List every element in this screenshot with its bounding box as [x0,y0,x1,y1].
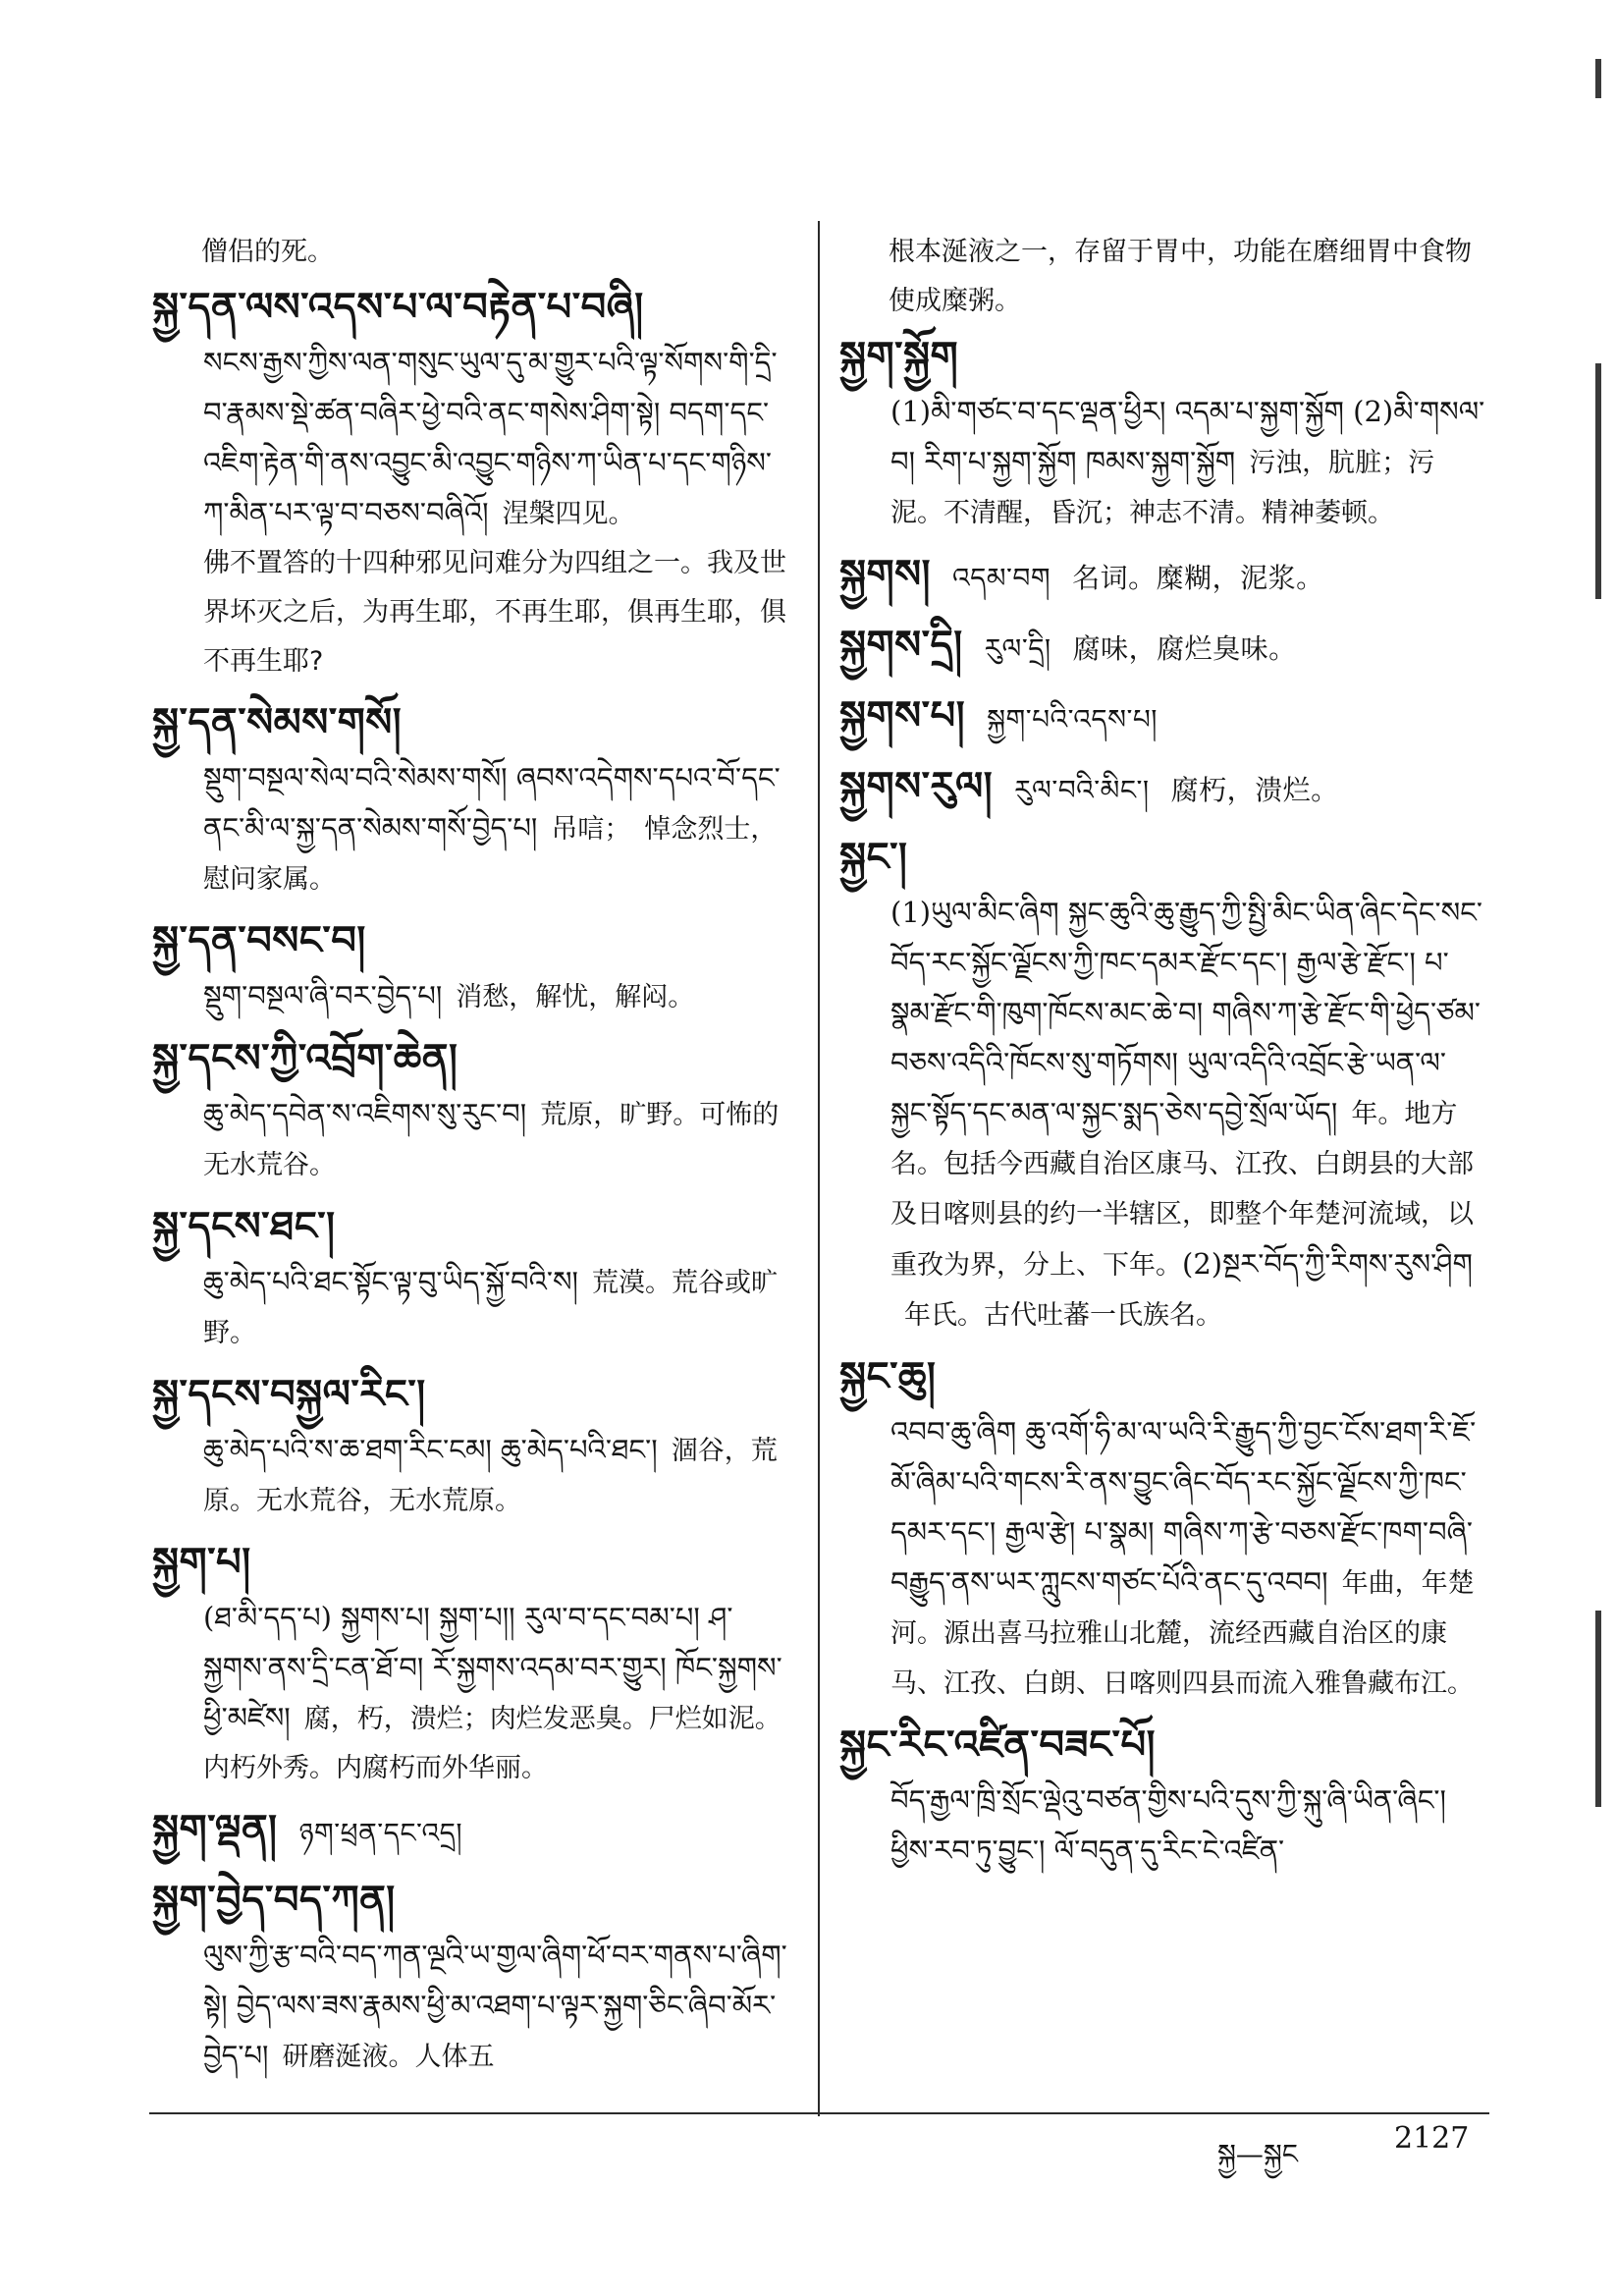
dictionary-entry [152,1799,792,1864]
chinese-gloss: 污浊，肮脏；污泥。不清醒，昏沉；神志不清。精神萎顿。 [890,448,1435,528]
headword: སྐྱགས་པ། [839,692,966,738]
right-column [839,228,1487,1882]
tibetan-definition: སྡུག་བསྔལ་སེལ་བའི་སེམས་གསོ། ཞབས་འདེགས་དཔའ་བོ་དང་ནང་མི་ལ་སྐྱ་དན་སེམས་གསོ་བྱེད་པ། [203,761,781,845]
running-head: སྐྱ—སྐྱང [1217,2138,1298,2170]
dictionary-entry [152,1196,792,1358]
chinese-gloss: 名词。糜糊，泥浆。 [1072,562,1324,594]
chinese-gloss: 腐，朽，溃烂；肉烂发恶臭。尸烂如泥。 [303,1704,781,1734]
headword-line [839,544,1487,609]
tibetan-definition: (1)མི་གཙང་བ་དང་ལྡན་ཕྱིར། འདམ་པ་སྐྱག་སྐྱོག (2)མི་གསལ་བ། རིག་པ་སྐྱག་སྐྱོག ཁམས་སྐྱག་སྐྱོག [890,395,1485,478]
entry-body [152,971,792,1022]
tibetan-definition: ཆུ་མེད་པའི་ས་ཆ་ཐག་རིང་ངམ། ཆུ་མེད་པའི་ཐང་། [203,1433,658,1466]
dictionary-entry [152,1532,792,1793]
chinese-gloss: 荒原，旷野。可怖的无水荒谷。 [203,1100,780,1180]
chinese-gloss: 消愁，解忧，解闷。 [456,982,695,1012]
dictionary-entry [152,692,792,904]
chinese-gloss-2: 年氏。古代吐蕃一氏族名。 [904,1300,1222,1331]
headword: སྐྱ་དན་བསང་བ། [152,917,366,963]
headword: སྐྱ་དན་སེམས་གསོ། [152,699,403,745]
tibetan-definition: ཆུ་མེད་དབེན་ས་འཇིགས་སུ་རུང་བ། [203,1097,527,1130]
column-divider [818,221,820,2116]
headword: སྐྱ་དངས་ཀྱི་འབྲོག་ཆེན། [152,1035,458,1081]
headword: སྐྱང་རིང་འཛིན་བཟང་པོ། [839,1722,1156,1768]
headword: སྐྱགས། [839,551,932,597]
tibetan-definition: སྡུག་བསྔལ་ཞི་བར་བྱེད་པ། [203,979,443,1012]
dictionary-entry [839,1346,1487,1709]
headword-line [839,685,1487,750]
tibetan-definition: (1)ཡུལ་མིང་ཞིག སྐྱང་ཆུའི་ཆུ་རྒྱུད་ཀྱི་སྤྱི་མིང་ཡིན་ཞིང་དེང་སང་བོད་རང་སྐྱོང་ལྗོངས་ཀྱི་ཁང་དམར་རྫོང་དང་། རྒྱལ་རྩེ་རྫོང་། པ་སྣམ་རྫོང་གི་ཁུག་ཁོངས་མང་ཆེ་བ། གཞིས་ཀ་རྩེ་རྫོང་གི་ཕྱེད་ཙམ་བཅས་འདིའི་ཁོངས་སུ་གཏོགས། ཡུལ་འདིའི་འབྲོང་རྩེ་ཡན་ལ་སྐྱང་སྟོད་དང་མན་ལ་སྐྱང་སྨད་ཅེས་དབྱེ་སྲོལ་ཡོད། [890,896,1482,1129]
dictionary-entry [839,1715,1487,1876]
dictionary-entry [839,326,1487,538]
headword: སྐྱག་སྐྱོག [839,333,959,379]
headword-line [839,756,1487,821]
chinese-gloss: 年。地方名。包括今西藏自治区康马、江孜、白朗县的大部及日喀则县的约一半辖区，即整个年楚河流域，以重孜为界，分上、下年。 [890,1099,1474,1281]
chinese-gloss: 荒漠。荒谷或旷野。 [203,1268,778,1348]
dictionary-entry [152,1364,792,1526]
tibetan-definition: སངས་རྒྱས་ཀྱིས་ལན་གསུང་ཡུལ་དུ་མ་གྱུར་པའི་ལྟ་སོགས་གི་དྲི་བ་རྣམས་སྡེ་ཚན་བཞིར་ཕྱེ་བའི་ནང་གསེས་ཤིག་སྟེ། བདག་དང་འཇིག་རྟེན་གི་ནས་འབྱུང་མི་འབྱུང་གཉིས་ཀ་ཡིན་པ་དང་གཉིས་ཀ་མིན་པར་ལྟ་བ་བཅས་བཞིའོ། [203,346,778,529]
headword-line [839,615,1487,680]
entry-body [839,387,1487,538]
chinese-gloss: 吊唁； [551,814,631,845]
chinese-gloss: 研磨涎液。人体五 [282,2042,495,2072]
headword: སྐྱག་པ། [152,1539,251,1585]
tibetan-definition: འབབ་ཆུ་ཞིག ཆུ་འགོ་ཧི་མ་ལ་ཡའི་རི་རྒྱུད་ཀྱི་བྱང་ངོས་ཐག་རི་ཇོ་མོ་ཞིམ་པའི་གངས་རི་ནས་བྱུང་ཞིང་བོད་རང་སྐྱོང་ལྗོངས་ཀྱི་ཁང་དམར་དང་། རྒྱལ་རྩེ། པ་སྣམ། གཞིས་ཀ་རྩེ་བཅས་རྫོང་ཁག་བཞི་བརྒྱུད་ནས་ཡར་ཀླུངས་གཙང་པོའི་ནང་དུ་འབབ། [890,1415,1477,1599]
entry-body [152,1089,792,1190]
headword: སྐྱང་། [839,834,908,880]
chinese-note: 悼念烈士，慰问家属。 [203,814,778,895]
dictionary-entry [839,685,1487,750]
dictionary-entry [839,756,1487,821]
headword-line [152,1799,792,1864]
tibetan-definition: འདམ་བག [952,562,1051,594]
tibetan-definition: ལུས་ཀྱི་རྩ་བའི་བད་ཀན་ལྔའི་ཡ་གྱལ་ཞིག་ཕོ་བར་གནས་པ་ཞིག་སྟེ། བྱེད་ལས་ཟས་རྣམས་ཕྱི་མ་འཐག་པ་ལྟར་སྐྱག་ཅིང་ཞིབ་མོར་བྱེད་པ། [203,1939,787,2072]
dictionary-entry [152,277,792,686]
tibetan-definition: (ཐ་མི་དད་པ) སྐྱགས་པ། སྐྱག་པ།། རུལ་བ་དང་བམ་པ། ཤ་སྐྱགས་ནས་དྲི་ངན་ཐོ་བ། རོ་སྐྱགས་འདམ་བར་གྱུར། ཁོང་སྐྱགས་ཕྱི་མཛེས། [203,1601,782,1734]
chinese-gloss: 腐味，腐烂臭味。 [1072,632,1297,665]
headword: སྐྱ་དན་ལས་འདས་པ་ལ་བརྟེན་པ་བཞི། [152,284,644,330]
headword: སྐྱང་ཆུ། [839,1353,937,1399]
headword: སྐྱ་དངས་བསྐྱལ་རིང་། [152,1371,426,1417]
chinese-gloss: 涅槃四见。 [502,499,635,529]
dictionary-entry [152,1870,792,2082]
tibetan-definition: ཆུ་མེད་པའི་ཐང་སྟོང་ལྟ་བུ་ཡིད་སྐྱོ་བའི་ས། [203,1265,578,1298]
entry-body [839,1776,1487,1876]
dictionary-entry [152,910,792,1022]
entry-body [152,1593,792,1744]
dictionary-entry [152,1028,792,1190]
tibetan-definition: ཉག་ཕྲན་དང་འདྲ། [298,1817,463,1849]
scan-edge-marks [1595,59,1607,2278]
entry-continuation: 僧侣的死。 [201,237,334,267]
headword: སྐྱག་ལྡན། [152,1806,278,1852]
entry-body [839,1407,1487,1709]
entry-body [839,888,1487,1340]
entry-body [152,1425,792,1526]
tibetan-definition: བོད་རྒྱལ་ཁྲི་སྲོང་ལྡེའུ་བཙན་གྱིས་པའི་དུས་ཀྱི་སྐུ་ཞི་ཡིན་ཞིང་། ཕྱིས་རབ་ཏུ་བྱུང་། ལོ་བདུན་དུ་རིང་ངེ་འཛིན་ [890,1783,1446,1867]
headword: སྐྱགས་དྲི། [839,622,963,668]
tibetan-definition: རུལ་དྲི། [984,632,1051,665]
chinese-note: 佛不置答的十四种邪见问难分为四组之一。我及世界坏灭之后，为再生耶，不再生耶，俱再生耶，俱不再生耶? [203,548,786,677]
dictionary-entry [839,827,1487,1340]
chinese-gloss: 涸谷，荒原。无水荒谷，无水荒原。 [203,1436,778,1516]
headword: སྐྱ་དངས་ཐང་། [152,1203,336,1249]
entry-body [152,338,792,539]
chinese-gloss: 腐朽，溃烂。 [1170,774,1339,806]
entry-body [152,1257,792,1358]
page-number: 2127 [1394,2121,1470,2156]
chinese-note: 内朽外秀。内腐朽而外华丽。 [203,1753,548,1783]
chinese-gloss: 年曲，年楚河。源出喜马拉雅山北麓，流经西藏自治区的康马、江孜、白朗、日喀则四县而流入雅鲁藏布江。 [890,1568,1475,1699]
left-column [152,228,792,2088]
dictionary-entry [839,615,1487,680]
tibetan-definition-2: (2)སྔར་བོད་ཀྱི་རིགས་རུས་ཤིག [1182,1247,1473,1281]
entry-body [152,1931,792,2082]
headword: སྐྱགས་རུལ། [839,763,994,809]
footer-rule [149,2112,1489,2114]
headword: སྐྱག་བྱེད་བད་ཀན། [152,1877,396,1923]
dictionary-entry [839,544,1487,609]
entry-body [152,753,792,904]
tibetan-definition: སྐྱག་པའི་འདས་པ། [987,703,1158,736]
entry-continuation: 根本涎液之一，存留于胃中，功能在磨细胃中食物使成糜粥。 [889,237,1472,316]
tibetan-definition: རུལ་བའི་མིང་། [1014,774,1150,806]
